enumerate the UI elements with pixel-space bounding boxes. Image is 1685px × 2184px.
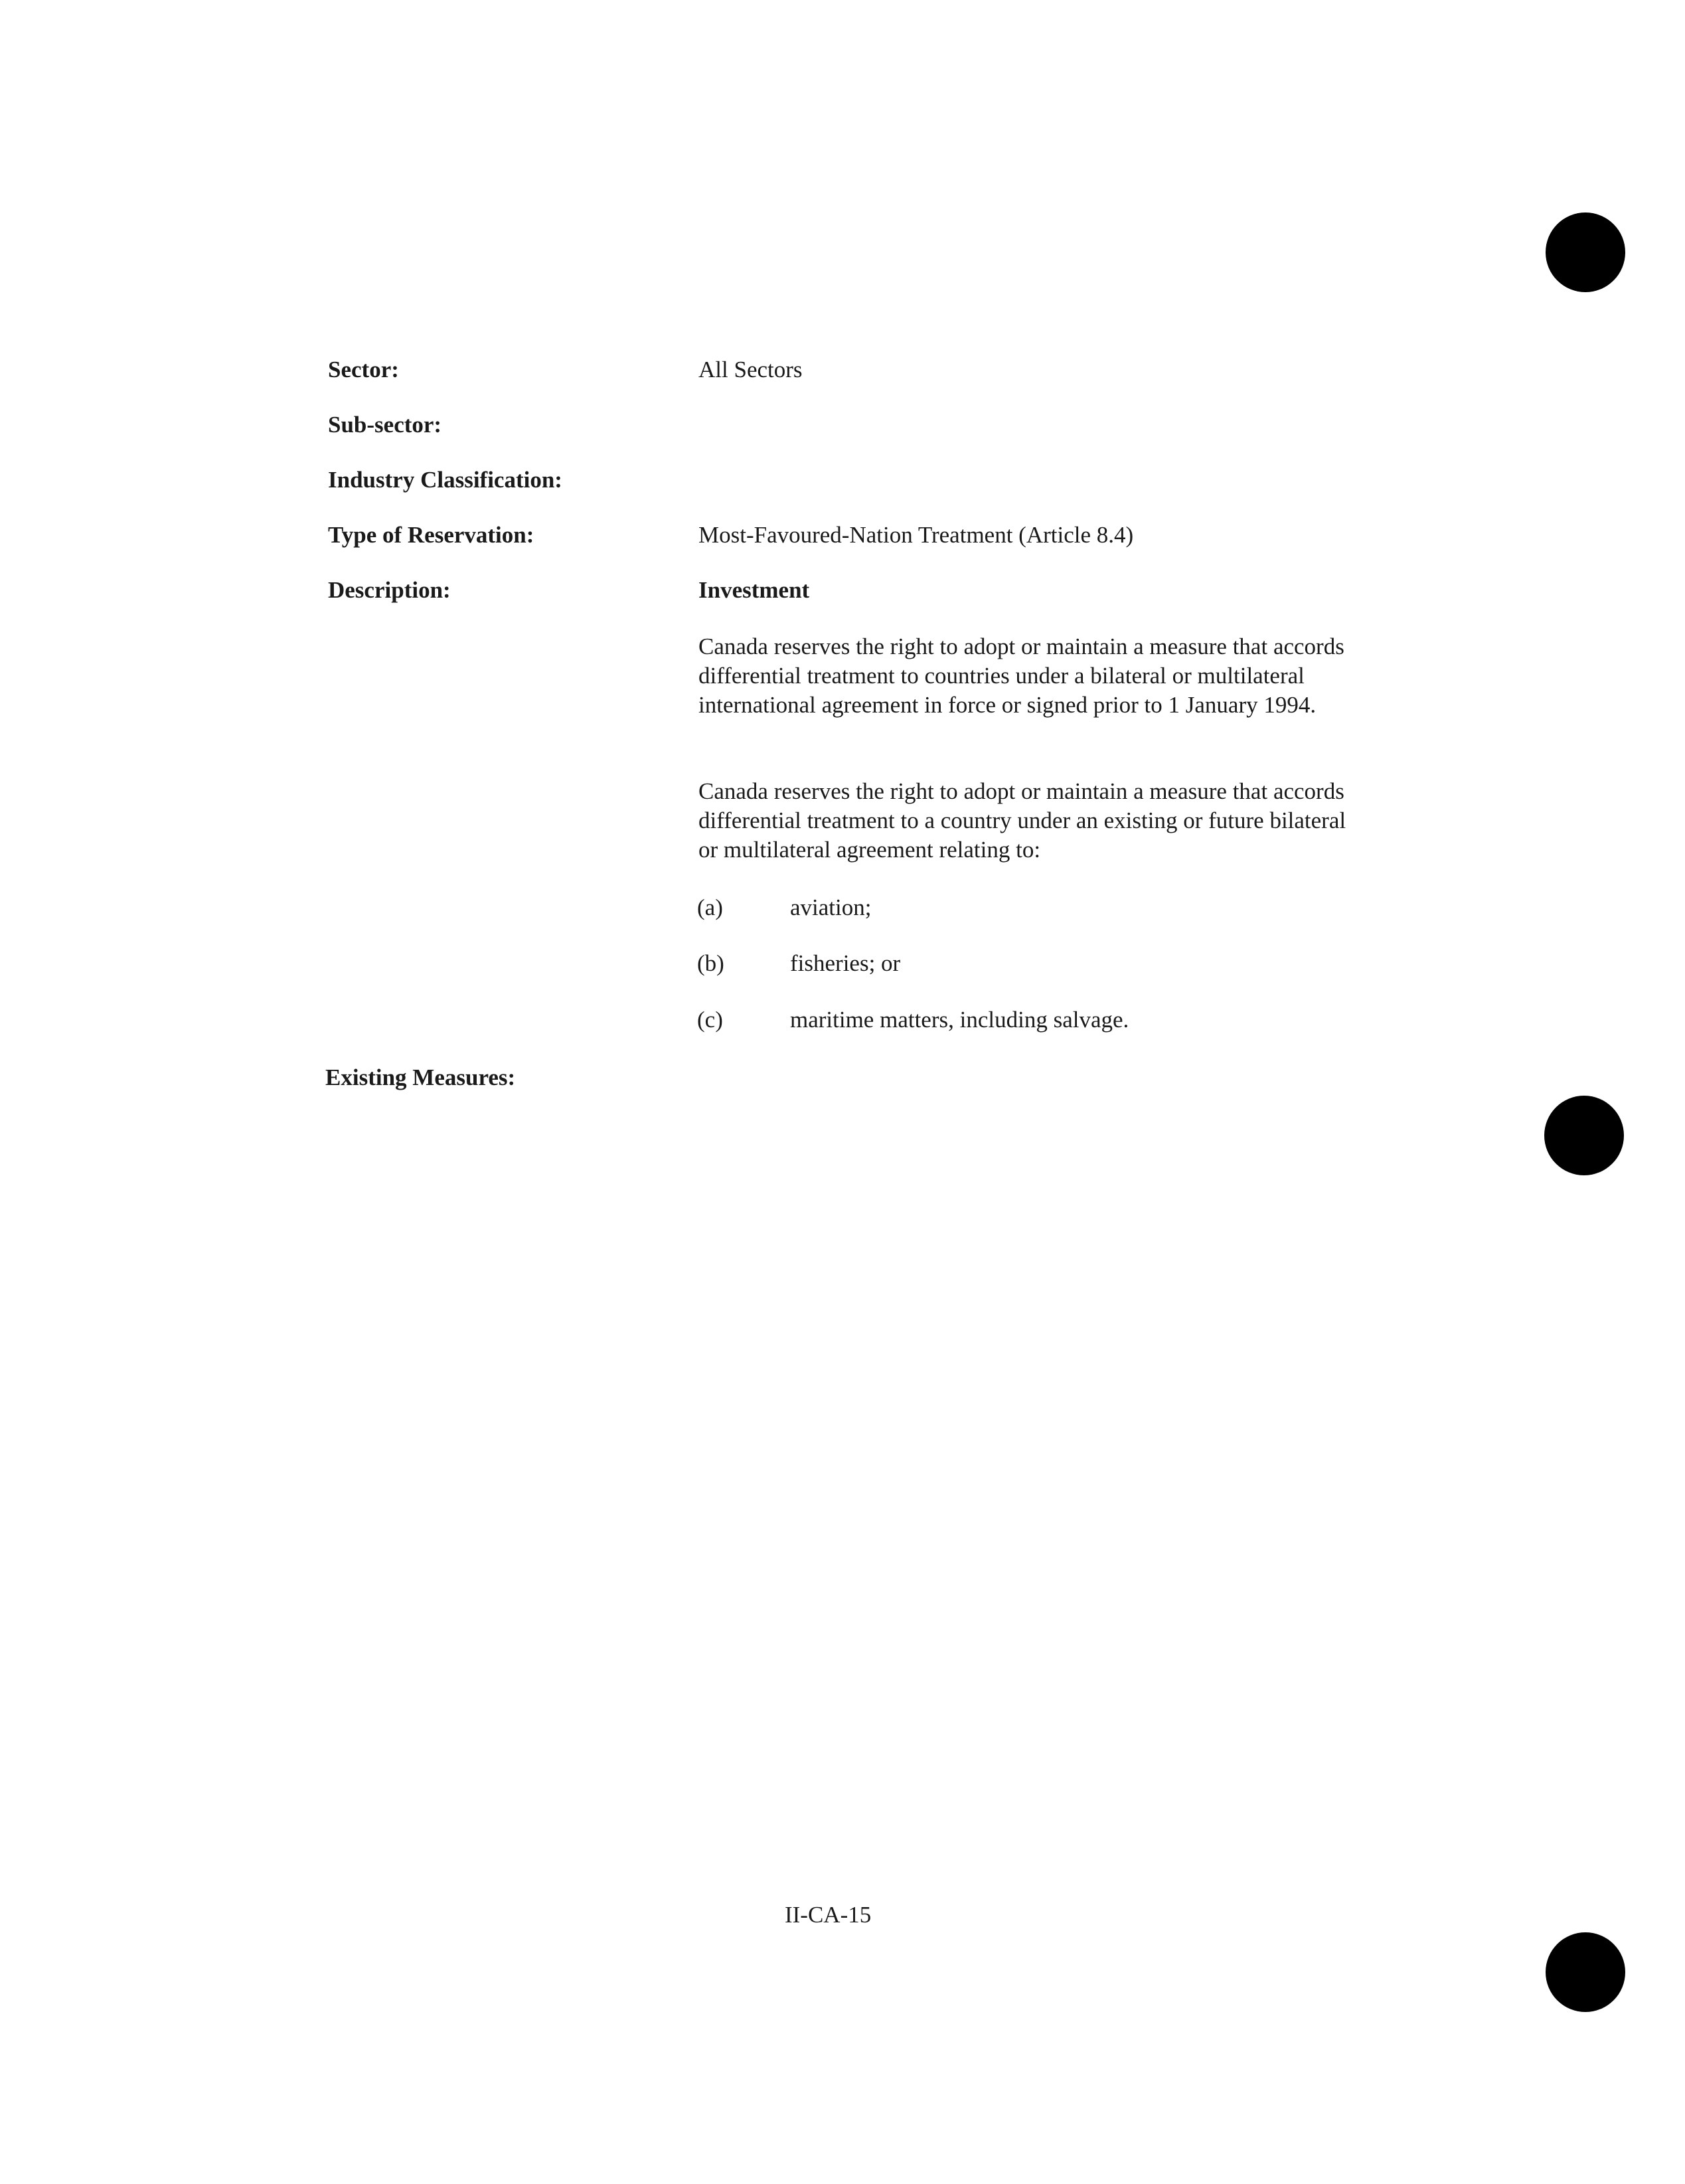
type-of-reservation-label: Type of Reservation: (328, 522, 534, 548)
list-item-text-a: aviation; (790, 894, 872, 920)
list-item-text-b: fisheries; or (790, 950, 901, 976)
description-label: Description: (328, 577, 451, 603)
description-paragraph-1: Canada reserves the right to adopt or maintain a measure that accords differential treatment to countries under a bilateral or multilateral international agreement in force or signed prior to 1 January 1994. (698, 633, 1344, 718)
sector-value: All Sectors (698, 357, 803, 382)
binder-hole-top (1546, 212, 1625, 292)
description-heading: Investment (698, 577, 810, 603)
industry-classification-label: Industry Classification: (328, 467, 562, 493)
sector-label: Sector: (328, 357, 399, 382)
list-item-text-c: maritime matters, including salvage. (790, 1007, 1129, 1033)
list-item-marker-a: (a) (697, 894, 723, 920)
subsector-label: Sub-sector: (328, 412, 442, 438)
binder-hole-middle (1544, 1096, 1624, 1175)
list-item-marker-b: (b) (697, 950, 724, 976)
description-paragraph-2: Canada reserves the right to adopt or maintain a measure that accords differential treatment to a country under an existing or future bilateral or multilateral agreement relating to: (698, 778, 1346, 863)
page-number: II-CA-15 (785, 1902, 872, 1928)
existing-measures-label: Existing Measures: (325, 1064, 516, 1090)
list-item-marker-c: (c) (697, 1007, 723, 1033)
binder-hole-bottom (1546, 1932, 1625, 2012)
type-of-reservation-value: Most-Favoured-Nation Treatment (Article 8.4) (698, 522, 1134, 548)
